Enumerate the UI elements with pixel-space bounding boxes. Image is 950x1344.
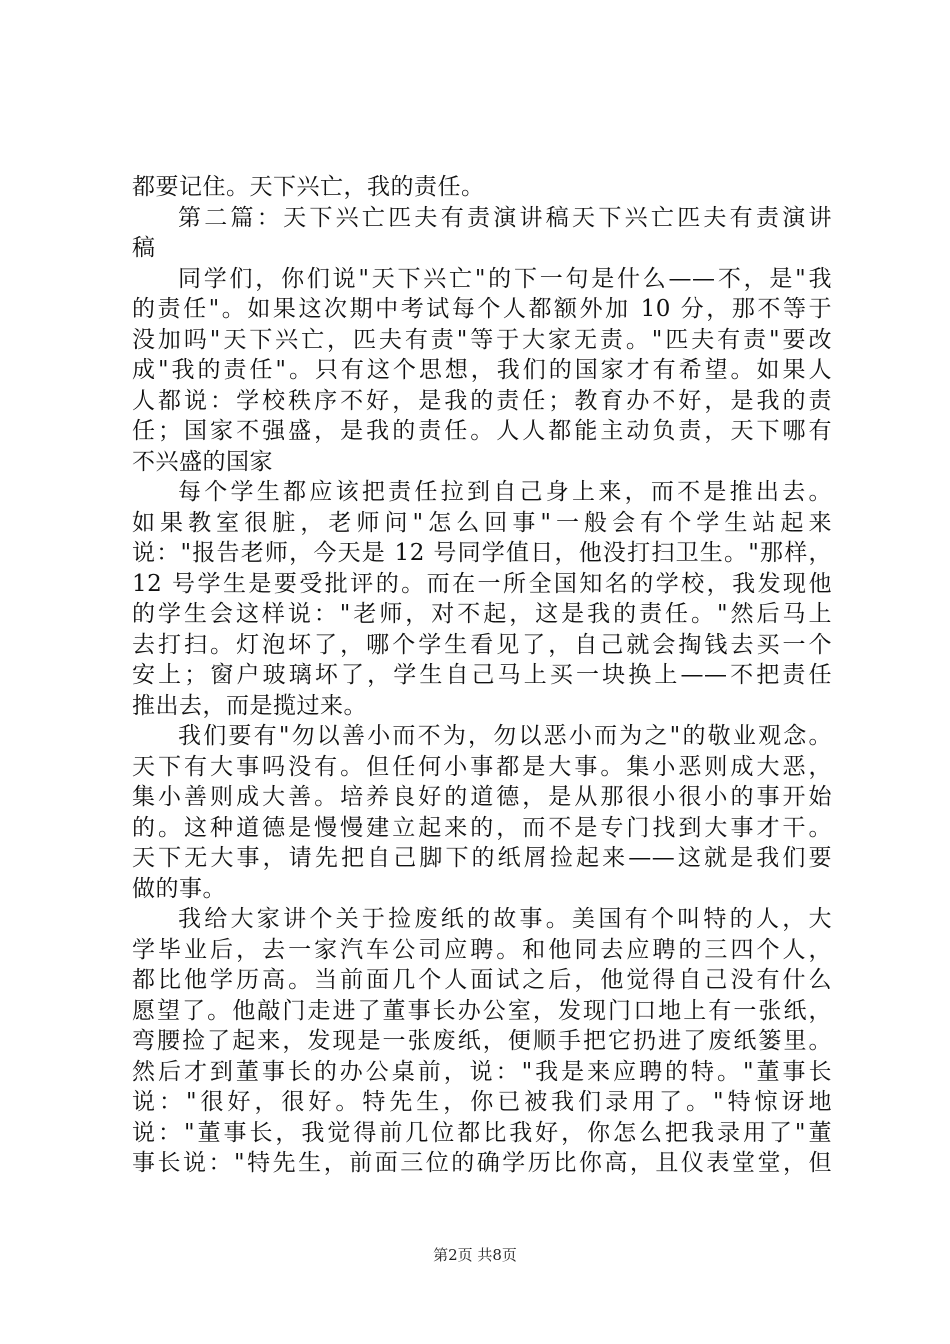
text-line: 说："报告老师，今天是 12 号同学值日，他没打扫卫生。"那样，: [132, 540, 832, 566]
text-line: 都比他学历高。当前面几个人面试之后，他觉得自己没有什么: [132, 967, 832, 993]
text-line: 成"我的责任"。只有这个思想，我们的国家才有希望。如果人: [132, 357, 832, 383]
text-line: 做的事。: [132, 875, 226, 902]
text-line: 没加吗"天下兴亡，匹夫有责"等于大家无责。"匹夫有责"要改: [132, 326, 832, 353]
text-line: 说："很好，很好。特先生，你已被我们录用了。"特惊讶地: [132, 1089, 832, 1115]
document-body: [132, 172, 832, 1179]
text-line: 事长说："特先生，前面三位的确学历比你高，且仪表堂堂，但: [132, 1150, 832, 1176]
text-line: 集小善则成大善。培养良好的道德，是从那很小很小的事开始: [132, 784, 832, 810]
text-line: 的学生会这样说："老师，对不起，这是我的责任。"然后马上: [132, 601, 832, 627]
text-line: 不兴盛的国家: [132, 448, 273, 475]
text-line: 稿: [132, 235, 156, 261]
text-line: 的责任"。如果这次期中考试每个人都额外加 10 分，那不等于: [132, 296, 832, 322]
text-line: 每个学生都应该把责任拉到自己身上来，而不是推出去。: [178, 479, 832, 505]
text-line: 12 号学生是要受批评的。而在一所全国知名的学校，我发现他: [132, 570, 832, 597]
text-line: 天下无大事，请先把自己脚下的纸屑捡起来——这就是我们要: [132, 845, 832, 871]
text-line: 去打扫。灯泡坏了，哪个学生看见了，自己就会掏钱去买一个: [132, 631, 832, 658]
text-line: 同学们，你们说"天下兴亡"的下一句是什么——不，是"我: [178, 265, 832, 292]
text-line: 然后才到董事长的办公桌前，说："我是来应聘的特。"董事长: [132, 1058, 832, 1085]
text-line: 任；国家不强盛，是我的责任。人人都能主动负责，天下哪有: [132, 418, 832, 444]
text-line: 弯腰捡了起来，发现是一张废纸，便顺手把它扔进了废纸篓里。: [132, 1028, 832, 1054]
text-line: 如果教室很脏，老师问"怎么回事"一般会有个学生站起来: [132, 509, 832, 536]
text-line: 天下有大事吗没有。但任何小事都是大事。集小恶则成大恶，: [132, 753, 832, 780]
text-line: 说："董事长，我觉得前几位都比我好，你怎么把我录用了"董: [132, 1119, 832, 1146]
text-line: 推出去，而是揽过来。: [132, 692, 367, 719]
text-line: 愿望了。他敲门走进了董事长办公室，发现门口地上有一张纸，: [132, 997, 832, 1024]
text-line: 学毕业后，去一家汽车公司应聘。和他同去应聘的三四个人，: [132, 936, 832, 963]
text-line: 的。这种道德是慢慢建立起来的，而不是专门找到大事才干。: [132, 814, 832, 841]
text-line: 我们要有"勿以善小而不为，勿以恶小而为之"的敬业观念。: [178, 723, 832, 749]
text-line: 第二篇：天下兴亡匹夫有责演讲稿天下兴亡匹夫有责演讲: [178, 204, 832, 231]
text-line: 我给大家讲个关于捡废纸的故事。美国有个叫特的人，大: [178, 906, 832, 932]
text-line: 都要记住。天下兴亡，我的责任。: [132, 174, 485, 200]
page-footer: 第2页 共8页: [433, 1246, 517, 1264]
text-line: 安上；窗户玻璃坏了，学生自己马上买一块换上——不把责任: [132, 662, 832, 688]
text-line: 人都说：学校秩序不好，是我的责任；教育办不好，是我的责: [132, 387, 832, 414]
